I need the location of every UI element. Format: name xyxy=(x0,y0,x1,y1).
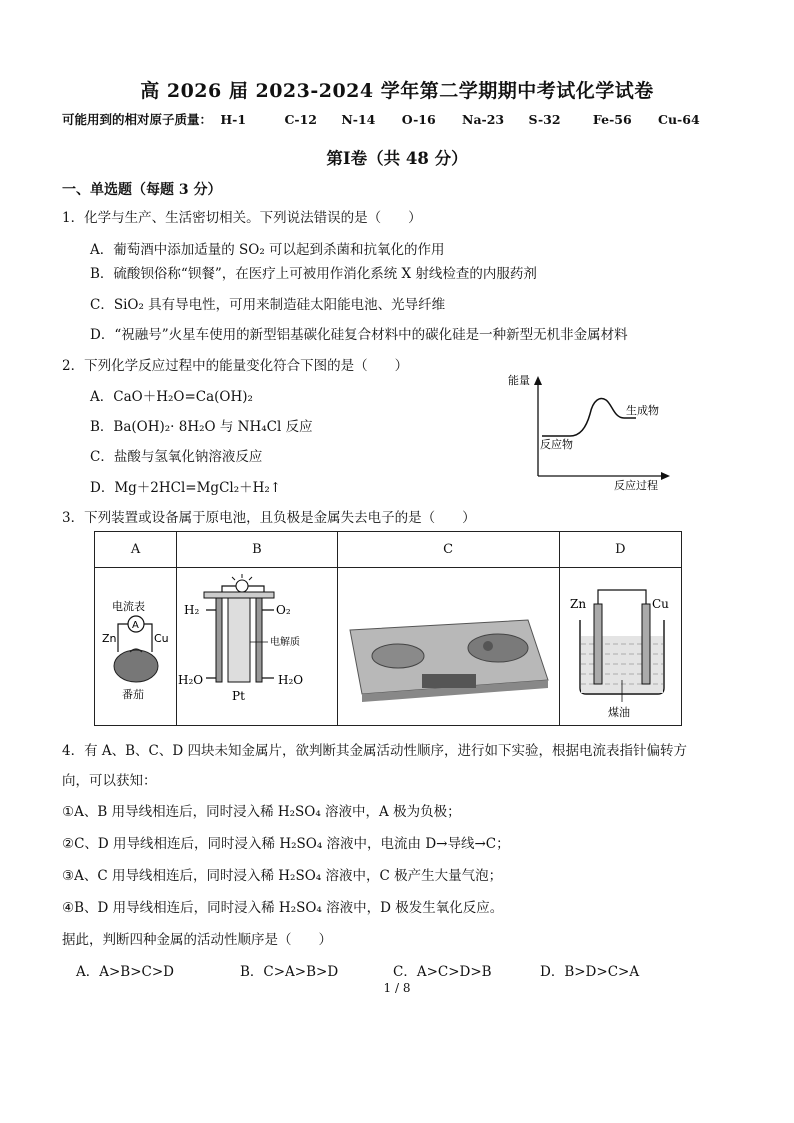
q4-statement-2: ②C、D 用导线相连后，同时浸入稀 H₂SO₄ 溶液中，电流由 D→导线→C； xyxy=(62,836,510,852)
q3-stem: 3．下列装置或设备属于原电池，且负极是金属失去电子的是（ ） xyxy=(62,510,476,526)
q4-option-d: D．B>D>C>A xyxy=(540,964,640,980)
exam-title: 高 2026 届 2023-2024 学年第二学期期中考试化学试卷 xyxy=(140,80,654,102)
arrow-up-icon xyxy=(534,376,542,385)
cu-electrode xyxy=(642,604,650,684)
page-number: 1 / 8 xyxy=(383,981,411,995)
q4-ask: 据此，判断四种金属的活动性顺序是（ ） xyxy=(62,932,332,948)
electrolyte-column xyxy=(228,598,250,682)
device-header-c: C xyxy=(337,532,559,568)
device-header-a: A xyxy=(95,532,177,568)
atomic-masses xyxy=(62,110,700,128)
device-d-cell xyxy=(559,568,681,726)
tomato-icon xyxy=(114,650,158,682)
arrow-right-icon xyxy=(661,472,670,480)
energy-curve xyxy=(542,399,636,436)
tomato-label: 番茄 xyxy=(121,687,144,701)
burner-left-icon xyxy=(372,644,424,668)
reactant-label: 反应物 xyxy=(540,438,573,451)
h2o-right-label: H₂O xyxy=(277,672,303,687)
wire xyxy=(598,590,646,604)
energy-diagram xyxy=(500,368,690,493)
product-label: 生成物 xyxy=(626,404,659,417)
cu-label: Cu xyxy=(652,596,670,611)
q1-option-b: B．硫酸钡俗称“钡餐”，在医疗上可被用作消化系统 X 射线检查的内服药剂 xyxy=(90,266,537,282)
fuel-cell-diagram xyxy=(178,570,336,720)
device-c-cell xyxy=(337,568,559,726)
knob-icon xyxy=(483,641,493,651)
energy-ylabel: 能量 xyxy=(508,374,530,387)
section-title: 一、单选题（每题 3 分） xyxy=(62,182,222,198)
mass-item: N-14 xyxy=(341,112,376,127)
q4-stem-line2: 向，可以获知： xyxy=(62,773,157,789)
q4-statement-4: ④B、D 用导线相连后，同时浸入稀 H₂SO₄ 溶液中，D 极发生氧化反应。 xyxy=(62,900,504,916)
zn-label: Zn xyxy=(570,596,587,611)
mass-item: O-16 xyxy=(401,112,436,127)
burner-right-icon xyxy=(468,634,528,662)
q2-option-c: C．盐酸与氢氧化钠溶液反应 xyxy=(90,449,263,465)
mass-item: S-32 xyxy=(528,112,561,127)
devices-table xyxy=(94,531,682,726)
q2-stem: 2．下列化学反应过程中的能量变化符合下图的是（ ） xyxy=(62,358,409,374)
mass-item: H-1 xyxy=(220,112,247,127)
q1-option-d: D．“祝融号”火星车使用的新型铝基碳化硅复合材料中的碳化硅是一种新型无机非金属材料 xyxy=(90,327,628,343)
q2-option-d: D．Mg＋2HCl=MgCl₂＋H₂↑ xyxy=(90,480,282,496)
right-electrode xyxy=(256,598,262,682)
q1-stem: 1．化学与生产、生活密切相关。下列说法错误的是（ ） xyxy=(62,210,422,226)
device-b-cell xyxy=(177,568,337,726)
tomato-cell-diagram xyxy=(96,570,176,720)
q2-option-b: B．Ba(OH)₂· 8H₂O 与 NH₄Cl 反应 xyxy=(90,419,313,435)
q1-option-c: C．SiO₂ 具有导电性，可用来制造硅太阳能电池、光导纤维 xyxy=(90,297,446,313)
bulb-rays-icon xyxy=(232,574,252,580)
mass-item: C-12 xyxy=(284,112,317,127)
q4-stem-line1: 4．有 A、B、C、D 四块未知金属片，欲判断其金属活动性顺序，进行如下实验，根据电流表指针偏转方 xyxy=(62,743,687,759)
h2o-left-label: H₂O xyxy=(177,672,203,687)
ammeter-symbol: A xyxy=(131,619,139,631)
mass-item: Na-23 xyxy=(462,112,505,127)
ammeter-label: 电流表 xyxy=(111,599,145,613)
o2-label: O₂ xyxy=(275,602,291,617)
top-cap xyxy=(204,592,274,598)
mass-item: Cu-64 xyxy=(658,112,700,127)
pt-label: Pt xyxy=(231,688,245,703)
q4-option-b: B．C>A>B>D xyxy=(240,964,339,980)
kerosene-cell-diagram xyxy=(560,570,680,720)
stove-photo xyxy=(338,570,558,720)
electrolyte-label: 电解质 xyxy=(269,636,300,648)
kerosene-label: 煤油 xyxy=(608,705,631,719)
atomic-masses-prefix: 可能用到的相对原子质量： xyxy=(62,112,213,127)
part-title: 第Ⅰ卷（共 48 分） xyxy=(326,149,468,168)
energy-xlabel: 反应过程 xyxy=(614,479,658,492)
q2-option-a: A．CaO＋H₂O=Ca(OH)₂ xyxy=(90,389,253,405)
control-panel xyxy=(422,674,476,688)
cu-label: Cu xyxy=(153,631,169,645)
bulb-icon xyxy=(236,580,248,592)
q4-option-c: C．A>C>D>B xyxy=(393,964,492,980)
mass-item: Fe-56 xyxy=(592,112,632,127)
device-header-d: D xyxy=(559,532,681,568)
zn-label: Zn xyxy=(101,631,117,645)
h2-label: H₂ xyxy=(183,602,200,617)
q1-option-a: A．葡萄酒中添加适量的 SO₂ 可以起到杀菌和抗氧化的作用 xyxy=(90,242,445,258)
q4-statement-3: ③A、C 用导线相连后，同时浸入稀 H₂SO₄ 溶液中，C 极产生大量气泡； xyxy=(62,868,503,884)
zn-electrode xyxy=(594,604,602,684)
q4-statement-1: ①A、B 用导线相连后，同时浸入稀 H₂SO₄ 溶液中，A 极为负极； xyxy=(62,804,461,820)
device-a-cell xyxy=(95,568,177,726)
q4-option-a: A．A>B>C>D xyxy=(76,964,175,980)
device-header-b: B xyxy=(177,532,337,568)
left-electrode xyxy=(216,598,222,682)
